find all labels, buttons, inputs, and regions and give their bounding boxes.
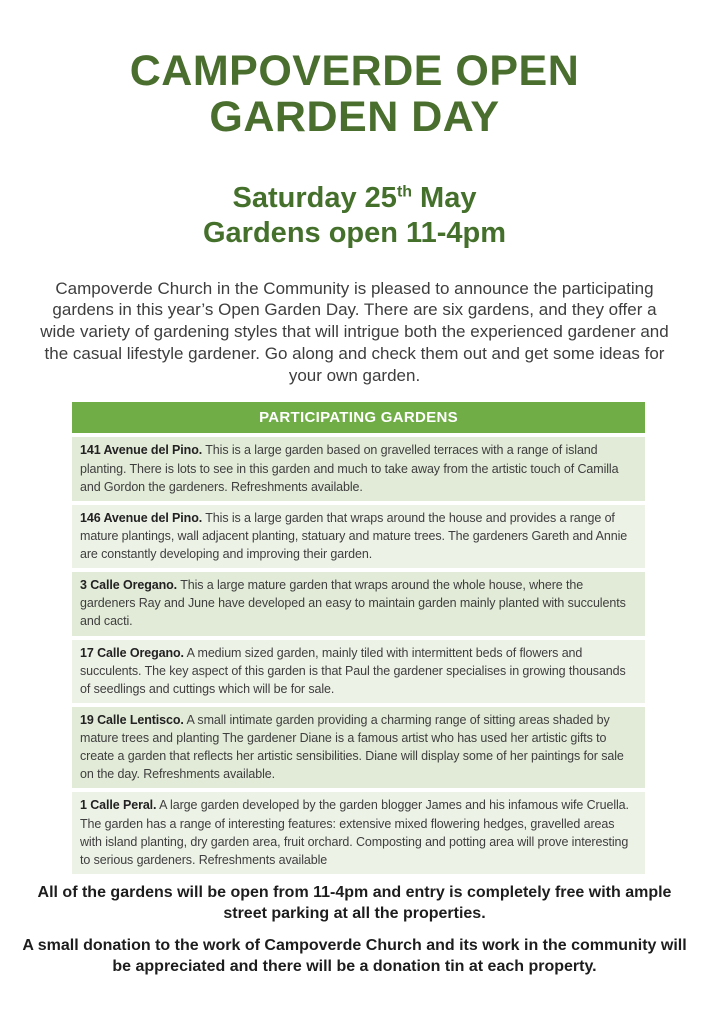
table-header: PARTICIPATING GARDENS (72, 402, 645, 433)
date-ordinal-suffix: th (396, 183, 412, 201)
garden-row (72, 505, 645, 568)
garden-address: 146 Avenue del Pino. (80, 510, 203, 525)
page-title-line1: CAMPOVERDE OPEN (129, 47, 580, 95)
garden-row (72, 572, 645, 635)
garden-address: 17 Calle Oregano. (80, 645, 184, 660)
garden-description: A small intimate garden providing a charming range of sitting areas shaded by mature trees and planting The gardener Diane is a famous artist who has used her artistic gifts to create a garden that reflects her artistic sensibilities. Diane will display some of her paintings for sale on the day. Refreshments available. (80, 712, 624, 782)
garden-description: This is a large garden based on gravelled terraces with a range of island planting. There is lots to see in this garden and much to take away from the artistic touch of Camilla and Gordon the gardeners. Refreshments available. (80, 443, 619, 494)
garden-description: A large garden developed by the garden blogger James and his infamous wife Cruella. The garden has a range of interesting features: extensive mixed flowering hedges, gravelled areas with island planting, dry garden area, fruit orchard. Composting and potting area will prove interesting to serious gardeners. Refreshments available (80, 798, 629, 867)
garden-description: A medium sized garden, mainly tiled with intermittent beds of flowers and succulents. The key aspect of this garden is that Paul the gardener specialises in growing thousands of seedlings and cuttings which will be for sale. (80, 645, 626, 696)
garden-address: 19 Calle Lentisco. (80, 712, 184, 727)
garden-row (72, 707, 645, 789)
page-title-line2: GARDEN DAY (209, 93, 500, 142)
intro-paragraph: Campoverde Church in the Community is pleased to announce the participating gardens in this year’s Open Garden Day. There are six gardens, and they offer a wide variety of gardening styles that will intrigue both the experienced gardener and the casual lifestyle gardener. Go along and check them out and get some ideas for your own garden. (40, 278, 669, 385)
garden-row (72, 792, 645, 874)
garden-address: 141 Avenue del Pino. (80, 443, 203, 458)
page-title (0, 48, 709, 141)
footer-note-donation: A small donation to the work of Campoverde Church and its work in the community will be appreciated and there will be a donation tin at each property. (22, 937, 687, 976)
footer-note-entry: All of the gardens will be open from 11-4pm and entry is completely free with ample street parking at all the properties. (37, 883, 672, 922)
garden-address: 3 Calle Oregano. (80, 578, 178, 593)
garden-row (72, 437, 645, 500)
garden-row (72, 640, 645, 703)
event-hours: Gardens open 11-4pm (203, 217, 506, 250)
garden-description: This is a large garden that wraps around the house and provides a range of mature plantings, wall adjacent planting, statuary and mature trees. The gardeners Gareth and Annie are constantly developing and improving their garden. (80, 510, 628, 561)
garden-description: This a large mature garden that wraps around the whole house, where the gardeners Ray and June have developed an easy to maintain garden mainly planted with succulents and cacti. (80, 578, 626, 629)
participating-gardens-table (72, 402, 645, 874)
event-date: Saturday 25th May (232, 181, 477, 214)
event-subtitle (0, 181, 709, 252)
garden-address: 1 Calle Peral. (80, 798, 157, 813)
